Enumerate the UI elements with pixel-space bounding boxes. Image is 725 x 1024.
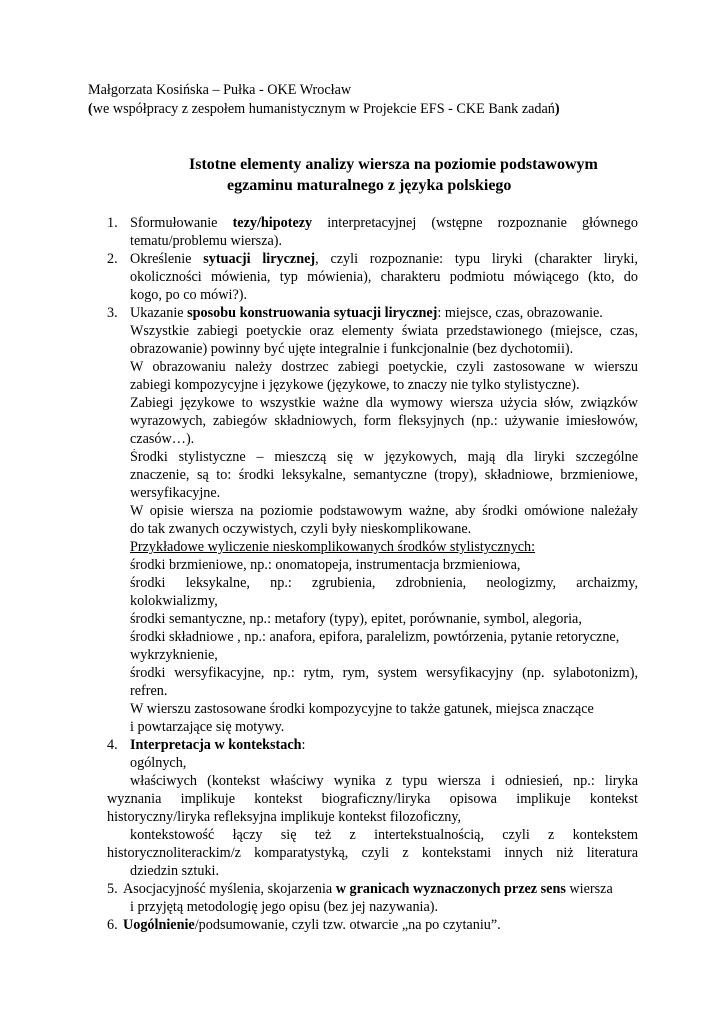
example-line: środki składniowe , np.: anafora, epifora, paralelizm, powtórzenia, pytanie retoryczne, [130,629,620,645]
paragraph-line: czasów…). [130,431,195,447]
paragraph-line: zabiegi kompozycyjne i językowe (językowe, to znaczy nie tylko stylistyczne). [130,377,580,393]
paragraph-line: do tak zwanych oczywistych, czyli były nieskomplikowane. [130,521,472,537]
context-general: ogólnych, [130,755,187,771]
paragraph-line: Zabiegi językowe to wszystkie ważne dla wymowy wiersza użycia słów, związków [130,395,638,411]
item-5-line-2: i przyjętą metodologię jego opisu (bez jej nazywania). [130,899,439,915]
item-number: 4. [107,737,118,753]
examples-heading: Przykładowe wyliczenie nieskomplikowanych środków stylistycznych: [130,539,536,555]
paragraph-line: obrazowanie) powinny być ujęte integralnie i funkcjonalnie (bez dychotomii). [130,341,574,357]
example-line: środki brzmieniowe, np.: onomatopeja, instrumentacja brzmieniowa, [130,557,521,573]
item-2-line-3: kogo, po co mówi?). [130,287,248,303]
item-2-line-2: okoliczności mówienia, typ mówienia), charakteru podmiotu mówiącego (kto, do [130,269,638,285]
collaboration-line: (we współpracy z zespołem humanistycznym w Projekcie EFS - CKE Bank zadań) [88,101,560,117]
example-line: środki semantyczne, np.: metafory (typy), epitet, porównanie, symbol, alegoria, [130,611,582,627]
paragraph-line: Wszystkie zabiegi poetyckie oraz elementy świata przedstawionego (miejsce, czas, [130,323,638,339]
item-number: 6. [107,917,118,933]
paragraph-line: wersyfikacyjne. [130,485,221,501]
item-number: 3. [107,305,118,321]
context-line: właściwych (kontekst właściwy wynika z typu wiersza i odniesień, np.: liryka [130,773,638,789]
item-1-line-1: Sformułowanie tezy/hipotezy interpretacyjnej (wstępne rozpoznanie głównego [130,215,638,231]
item-3-line-1: Ukazanie sposobu konstruowania sytuacji lirycznej: miejsce, czas, obrazowanie. [130,305,603,321]
example-line: środki leksykalne, np.: zgrubienia, zdrobnienia, neologizmy, archaizmy, [130,575,638,591]
paragraph-line: Środki stylistyczne – mieszczą się w językowych, mają dla liryki szczególne [130,449,638,465]
example-line: środki wersyfikacyjne, np.: rytm, rym, system wersyfikacyjny (np. sylabotonizm), [130,665,638,681]
item-6-line-1: Uogólnienie/podsumowanie, czyli tzw. otwarcie „na po czytaniu”. [123,917,501,933]
example-line: wykrzyknienie, [130,647,218,663]
item-number: 1. [107,215,118,231]
author-line: Małgorzata Kosińska – Pułka - OKE Wrocław [88,82,352,98]
example-line: kolokwializmy, [130,593,218,609]
item-1-line-2: tematu/problemu wiersza). [130,233,283,249]
item-5-line-1: Asocjacyjność myślenia, skojarzenia w granicach wyznaczonych przez sens wiersza [123,881,613,897]
item-number: 2. [107,251,118,267]
example-line: refren. [130,683,168,699]
title-line-1: Istotne elementy analizy wiersza na poziomie podstawowym [189,156,598,173]
context-line: dziedzin sztuki. [130,863,220,879]
context-line: kontekstowość łączy się też z intertekstualnością, czyli z kontekstem [130,827,638,843]
item-2-line-1: Określenie sytuacji lirycznej, czyli rozpoznanie: typu liryki (charakter liryki, [130,251,638,267]
context-line: historyczny/liryka refleksyjna implikuje kontekst filozoficzny, [107,809,462,825]
item-4-line-1: Interpretacja w kontekstach: [130,737,306,753]
paragraph-line: W obrazowaniu należy dostrzec zabiegi poetyckie, czyli zastosowane w wierszu [130,359,638,375]
paragraph-line: znaczenie, są to: środki leksykalne, semantyczne (tropy), składniowe, brzmieniowe, [130,467,638,483]
paragraph-line: W opisie wiersza na poziomie podstawowym ważne, aby środki omówione należały [130,503,638,519]
title-line-2: egzaminu maturalnego z języka polskiego [227,177,512,194]
context-line: wyznania implikuje kontekst biograficzny/liryka opisowa implikuje kontekst [107,791,638,807]
paragraph-line: W wierszu zastosowane środki kompozycyjne to także gatunek, miejsca znaczące [130,701,594,717]
context-line: historycznoliterackim/z komparatystyką, czyli z kontekstami innych niż literatura [107,845,638,861]
item-number: 5. [107,881,118,897]
paragraph-line: wyrazowych, zabiegów składniowych, form fleksyjnych (np.: używanie imiesłowów, [130,413,638,429]
paragraph-line: i powtarzające się motywy. [130,719,285,735]
